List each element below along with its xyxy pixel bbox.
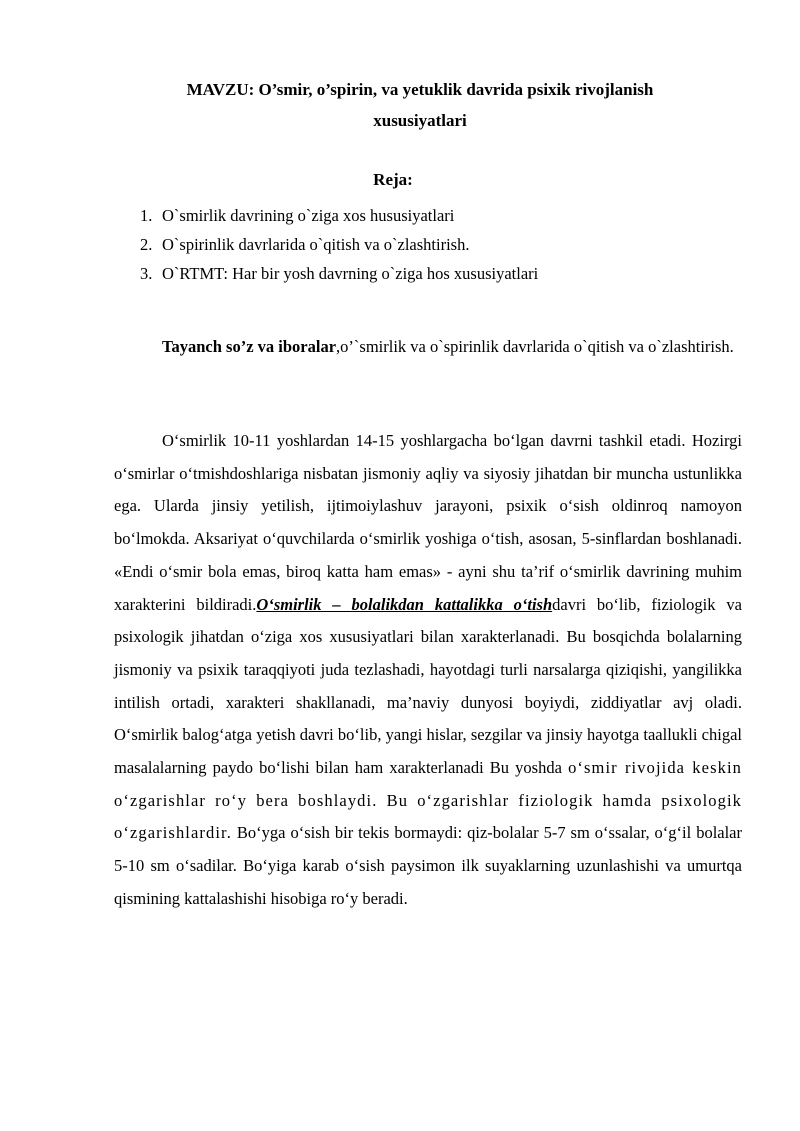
plan-item-text: O`spirinlik davrlarida o`qitish va o`zlashtirish.: [162, 235, 470, 254]
body-paragraph: [114, 425, 742, 916]
body-text-spaced: o‘smir rivojida keskin o‘zgarishlar ro‘y bera boshlaydi. Bu o‘zgarishlar fiziologik hamda psixologik o‘zgarishlardir.: [114, 758, 742, 843]
document-title: MAVZU: O’smir, o’spirin, va yetuklik davrida psixik rivojlanish xususiyatlari: [186, 80, 654, 130]
plan-heading: Reja:: [373, 170, 413, 189]
body-text-part2: davri bo‘lib, fiziologik va psixologik jihatdan o‘ziga xos xususiyatlari bilan xarakterlanadi. Bu bosqichda bolalarning jismoniy va psixik taraqqiyoti juda tezlashadi, hayotdagi turli narsalarga qiziqishi, yangilikka intilish ortadi, xarakteri shakllanadi, ma’naviy dunyosi boyiydi, ziddiyatlar avj oladi. O‘smirlik balog‘atga yetish davri bo‘lib, yangi hislar, sezgilar va jinsiy hayotga taallukli chigal masalalarning paydo bo‘lishi bilan ham xarakterlanadi Bu yoshda: [114, 594, 742, 778]
body-text-part3: Bo‘yga o‘sish bir tekis bormaydi: qiz-bolalar 5-7 sm o‘ssalar, o‘g‘il bolalar 5-10 sm o‘sadilar. Bo‘yiga karab o‘sish paysimon ilk suyaklarning uzunlashishi va umurtqa qismining kattalashishi hisobiga ro‘y beradi.: [114, 823, 742, 908]
plan-item: [140, 259, 560, 288]
plan-item-text: O`RTMT: Har bir yosh davrning o`ziga hos xususiyatlari: [162, 264, 539, 283]
body-text-part1: O‘smirlik 10-11 yoshlardan 14-15 yoshlargacha bo‘lgan davrni tashkil etadi. Hozirgi o‘smirlar o‘tmishdoshlariga nisbatan jismoniy aqliy va siyosiy jihatdan bir muncha ustunlikka ega. Ularda jinsiy yetilish, ijtimoiylashuv jarayoni, psixik o‘sish oldinroq namoyon bo‘lmokda. Aksariyat o‘quvchilarda o‘smirlik yoshiga o‘tish, asosan, 5-sinflardan boshlanadi. «Endi o‘smir bola emas, biroq katta ham emas» - ayni shu ta’rif o‘smirlik davrining muhim xarakterini bildiradi.: [114, 431, 742, 614]
plan-item-number: 3.: [140, 264, 153, 283]
keywords-label: Tayanch so’z va iboralar: [162, 337, 337, 356]
plan-item-number: 2.: [140, 235, 153, 254]
plan-list: [140, 201, 560, 288]
keywords-text: ,o’`smirlik va o`spirinlik davrlarida o`qitish va o`zlashtirish.: [336, 337, 734, 356]
plan-item-text: O`smirlik davrining o`ziga xos hususiyatlari: [162, 206, 455, 225]
plan-item: [140, 230, 560, 259]
plan-item: [140, 201, 560, 230]
plan-item-number: 1.: [140, 206, 153, 225]
keywords-paragraph: [114, 332, 734, 362]
highlighted-term: O‘smirlik – bolalikdan kattalikka o‘tish: [256, 594, 553, 614]
